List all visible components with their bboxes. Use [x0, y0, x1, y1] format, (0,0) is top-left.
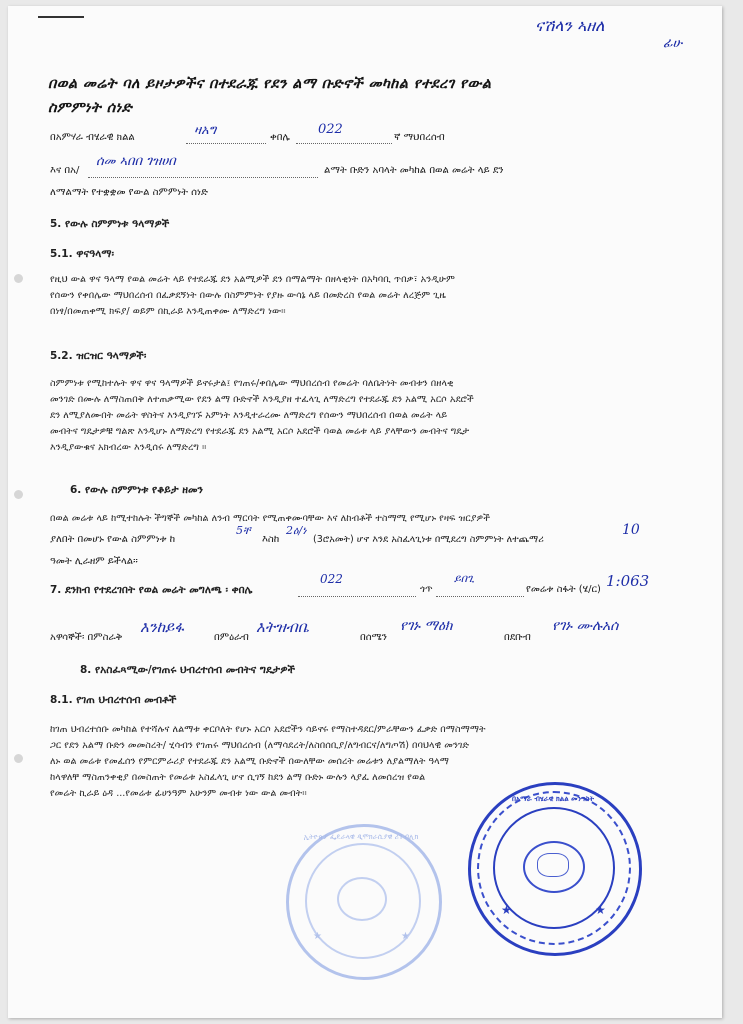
handwritten-party-name: ሰመ ኣበበ ገዝሀበ — [96, 154, 176, 169]
handwritten-area: ይበጊ — [454, 572, 475, 585]
document-title-line-2: ስምምነት ሰነድ — [48, 100, 133, 116]
section-6-line-2-end: (3ሮአመት) ሆኖ እንደ አስፈላጊነቱ በሚደረግ ስምምነት ለተጨማሪ — [313, 534, 544, 545]
section-8-heading: 8. የአስፈጻሚው/የገጠሩ ህብረተሰብ መብትና ግዴታዎች — [80, 664, 295, 676]
stamp-ring-text: ኢትዮጵያ ፌዴራላዊ ዲሞክራሲያዊ ሪፐብሊክ — [303, 833, 419, 841]
section-5-2-paragraph — [50, 376, 672, 456]
section-6-paragraph — [50, 511, 672, 527]
paragraph-line: ደን ለሚያለሙበት መሬት ዋስትና እንዲያገኙ አምነት እንዲተራረሙ ለማድረግ የሰውን ማህበረሰብ በወል መሬት ላይ — [50, 410, 448, 421]
handwritten-lease-years: 10 — [622, 522, 640, 538]
handwritten-parcel-number: 022 — [320, 572, 343, 586]
section-5-1-paragraph — [50, 272, 672, 320]
area-field — [436, 586, 524, 597]
section-6-line-3: ዓመት ሊራዘም ይችላል። — [50, 556, 138, 567]
section-5-2-heading: 5.2. ዝርዝር ዓላማዎች፡ — [50, 350, 147, 362]
section-6-until-label: እስከ — [262, 534, 280, 545]
header-community-label: ኛ ማህበረሰብ — [394, 132, 445, 143]
section-7-heading: 7. ደንክብ የተደረገበት የወል መሬት መግለጫ ፡ ቀበሌ — [50, 584, 253, 596]
handwritten-coord-area: 1:063 — [606, 572, 650, 590]
borders-south-label: በደቡብ — [504, 632, 531, 643]
header-party-label: እና በአ/ — [50, 165, 80, 176]
section-5-heading: 5. የውሉ ስምምነቱ ዓላማዎች — [50, 218, 170, 230]
paragraph-line: እንዲያውቁና አክብረው እንዲሰሩ ለማድረግ ። — [50, 442, 207, 453]
paragraph-line: በወል መሬቱ ላይ ከሚተከሉት ችግኞች መካከል ለንብ ማርባት የሚጠቀሙባቸው እና ለከብቶች ተስማሚ የሚሆኑ የዛፍ ዝርያዎች — [50, 513, 490, 524]
stamp-ring-text: በአማራ ብሄራዊ ክልል መንግስት — [512, 795, 594, 803]
handwritten-border-east: እንከይፋ — [140, 618, 184, 636]
header-line-3-text: ለማልማት የተቋቋመ የውል ስምምነት ሰነድ — [50, 187, 208, 198]
paragraph-line: ከላዋለቸ ማስጠንቀቂያ በመስጠት የመሬቱ አስፈላጊ ሆኖ ሲገኝ ከደን ልማ ቡድኑ ውሉን ላያፈ ለመሰረዝ የወል — [50, 772, 426, 783]
header-region-label: በአምሃራ ብሄራዊ ክልል — [50, 132, 135, 143]
paragraph-line: ከገጠ ህብረተሰቡ መካከል የተሻሉና ለልማቱ ቀርቦለት የሆኑ አርሶ አደሮችን ሳይኖሩ የማስተዳደር/ምራቸውን ፈቃድ በማስማማት — [50, 724, 486, 735]
paragraph-line: በነፃ/በመጠቀሚ ክፍያ/ ወይም በኪራይ እንዲጠቀሙ ለማድረግ ነው። — [50, 306, 286, 317]
handwritten-kebele-number: 022 — [318, 122, 343, 137]
handwritten-duration: 5ቸ — [236, 524, 251, 537]
scan-mark — [38, 16, 84, 18]
handwritten-border-west: እትዝብቤ — [256, 618, 310, 636]
paragraph-line: ስምምነቱ የሚከተሉት ዋና ዋና ዓላማዎች ይኖሩታል፤ የገጠሩ/ቀበሌው ማህበረሰብ የመሬት ባለቤትነት መብቱን በዘላቂ — [50, 378, 454, 389]
paragraph-line: መንገድ በሙሉ ለማስጠበቅ ለተጠቃሚው የደን ልማ ቡድኖች እንዲያዘ ተፈላጊ ለማድረግ የተደራጁ ደን አልሚ አርሶ አደሮች — [50, 394, 474, 405]
paragraph-line: የመሬት ኪራይ ዕዳ ...የመሬቱ ፊሀንዓም አሁንም መብቱ ነው ውል መብት። — [50, 788, 307, 799]
section-7-area-label: የመሬቱ ስፋት (ሄ/ር) — [526, 584, 601, 595]
document-title-line-1: በወል መሬት ባለ ይዞታዎችና በተደራጁ የደን ልማ ቡድኖች መካከል የተደረገ የውል — [48, 76, 492, 92]
section-6-line-2-start: ያለበት በመሆኑ የውል ስምምነቱ ከ — [50, 534, 176, 545]
parcel-number-field — [298, 586, 416, 597]
paragraph-line: ለኑ ወል መሬቱ የመፈሰን የምርምራሪያ የተደራጁ ደን አልሚ ቡድኖች በውለቸው መሰረት መሬቱን ለያልማለት ዓላማ — [50, 756, 449, 767]
handwritten-border-north: የገኑ ማዕክ — [400, 618, 453, 634]
official-stamp: በአማራ ብሄራዊ ክልል መንግስት ★ ★ — [468, 782, 642, 956]
section-8-1-heading: 8.1. የገጠ ህብረተሰብ መብቶች — [50, 694, 177, 706]
handwritten-reference: ናሽላን ኣዘለ — [535, 16, 605, 35]
official-stamp-faded: ኢትዮጵያ ፌዴራላዊ ዲሞክራሲያዊ ሪፐብሊክ ★ ★ — [286, 824, 442, 980]
punch-hole — [14, 274, 23, 283]
section-5-1-heading: 5.1. ዋናዓላማ፡ — [50, 248, 114, 260]
handwritten-border-south: የገኑ ሙሉአሰ — [552, 618, 619, 634]
paragraph-line: መብትና ግዴታዎቹ ግልጽ እንዲሆኑ ለማድረግ የተደራጁ ደን አልሚ አርሶ አደሮች ባወል መሬቱ ላይ ያላቸውን መብትና ግዴታ — [50, 426, 470, 437]
borders-east-label: አዋሳኞች፡ በምስራቅ — [50, 632, 123, 643]
handwritten-date: 2ዕ/ነ — [286, 524, 307, 537]
header-kebele-label: ቀበሌ — [270, 132, 290, 143]
section-6-heading: 6. የውሉ ስምምነቱ የቆይታ ዘመን — [70, 484, 203, 496]
handwritten-initials: ፊሁ — [663, 36, 683, 51]
paragraph-line: የዚህ ውል ዋና ዓላማ የወል መሬት ላይ የተደራጁ ደን አልሚዎች ደን በማልማት በዘላቂነት በአካባቢ ጥበቃ፣ አንዲሁም — [50, 274, 455, 285]
punch-hole — [14, 754, 23, 763]
borders-north-label: በሰሜን — [360, 632, 387, 643]
handwritten-kebele-name: ዛአግ — [194, 123, 217, 138]
section-7-got-label: ጎጥ — [420, 584, 433, 595]
header-line-2-text: ልማት ቡድን አባላት መካከል በወል መሬት ላይ ደን — [324, 165, 504, 176]
document-page — [8, 6, 722, 1018]
punch-hole — [14, 490, 23, 499]
borders-west-label: በምዕራብ — [214, 632, 249, 643]
paragraph-line: ጋር የደን አልማ ቡድን መመስረት/ ሂሳብን የገጠሩ ማህበረሰብ (ለማሳደረት/ለስበሰቢያ/ለግብርና/ለግጦሽ) በባህላዊ መንገድ — [50, 740, 470, 751]
kebele-number-field — [296, 133, 392, 144]
paragraph-line: የሰውን የቀበሌው ማህበረሰብ በፈቃደኝነት በውሉ በስምምነት የያዙ ውሳኔ ላይ በመድረስ የወል መሬት ለረጅም ጊዜ — [50, 290, 446, 301]
